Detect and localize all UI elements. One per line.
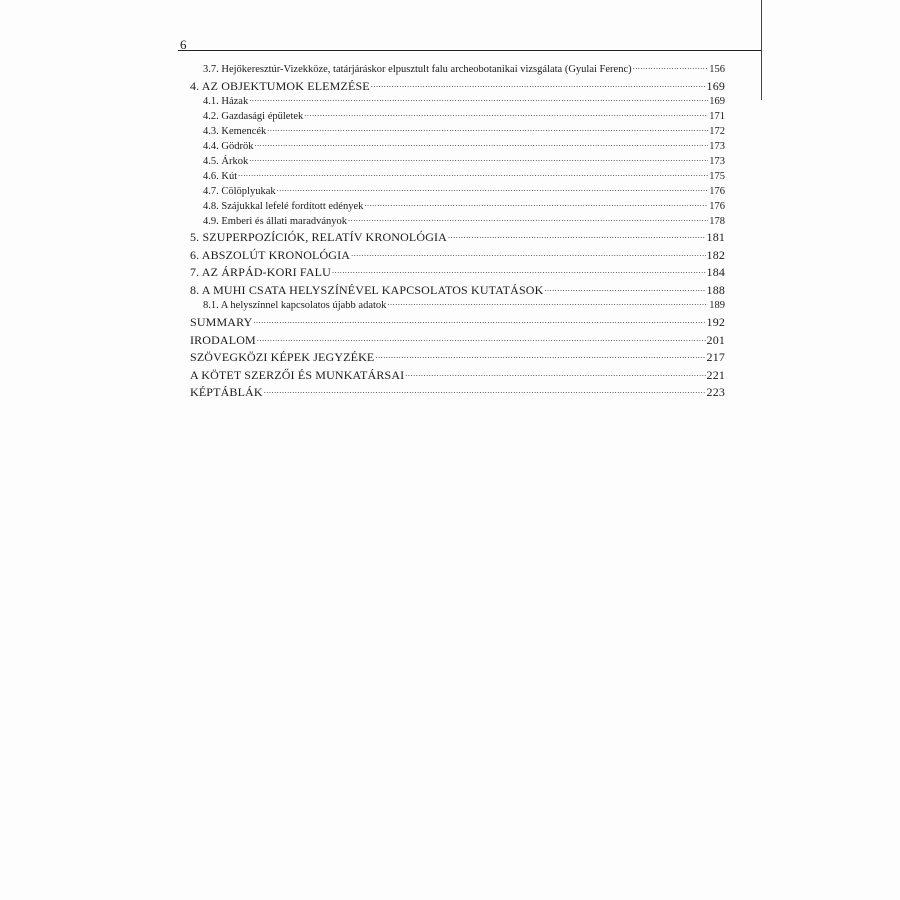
toc-entry-page: 184: [706, 265, 725, 280]
toc-dot-leader: [249, 92, 708, 107]
toc-dot-leader: [633, 60, 709, 75]
toc-entry-title: 4.9. Emberi és állati maradványok: [203, 215, 348, 227]
toc-entry-title: IRODALOM: [190, 332, 256, 347]
toc-entry-page: 182: [706, 247, 725, 262]
toc-entry-title: 8. A MUHI CSATA HELYSZÍNÉVEL KAPCSOLATOS KUTATÁSOK: [190, 282, 544, 297]
toc-dot-leader: [364, 197, 708, 212]
page-number: 6: [180, 37, 187, 52]
toc-entry-page: 192: [706, 315, 725, 330]
toc-entry-page: 156: [709, 64, 725, 75]
toc-entry-title: 4.4. Gödrök: [203, 141, 254, 153]
toc-entry-title: 4.3. Kemencék: [203, 126, 267, 138]
toc-dot-leader: [264, 381, 706, 400]
toc-entry-title: 3.7. Hejőkeresztúr-Vizekköze, tatárjáráskor elpusztult falu archeobotanikai vizsgálata (Gyulai Ferenc): [203, 64, 632, 75]
toc-entry-page: 201: [706, 332, 725, 347]
toc-dot-leader: [267, 122, 708, 137]
toc-entry-page: 173: [709, 141, 725, 153]
toc-entry-page: 176: [709, 200, 725, 212]
page-edge-line: [761, 0, 762, 100]
toc-entry-page: 181: [706, 230, 725, 245]
toc-entry-page: 189: [709, 300, 725, 312]
toc-dot-leader: [238, 167, 708, 182]
toc-entry-page: 169: [709, 96, 725, 108]
toc-entry-title: 8.1. A helyszínnel kapcsolatos újabb adatok: [203, 300, 387, 312]
toc-entry-title: A KÖTET SZERZŐI ÉS MUNKATÁRSAI: [190, 367, 405, 382]
toc-entry-title: 4. AZ OBJEKTUMOK ELEMZÉSE: [190, 78, 370, 93]
toc-entry-page: 171: [709, 111, 725, 123]
toc-entry-title: KÉPTÁBLÁK: [190, 385, 263, 400]
toc-dot-leader: [257, 329, 706, 348]
toc-entry-title: 4.8. Szájukkal lefelé fordított edények: [203, 200, 364, 212]
toc-entry-page: 221: [706, 367, 725, 382]
toc-entry-title: 4.5. Árkok: [203, 155, 249, 167]
toc-entry-page: 188: [706, 282, 725, 297]
toc-entry-page: 178: [709, 215, 725, 227]
toc-dot-leader: [405, 364, 705, 383]
toc-dot-leader: [249, 152, 708, 167]
toc-dot-leader: [371, 75, 706, 94]
toc-dot-leader: [277, 182, 709, 197]
toc-dot-leader: [254, 137, 708, 152]
toc-entry-title: 4.1. Házak: [203, 96, 249, 108]
table-of-contents: [190, 63, 725, 402]
toc-entry-title: 5. SZUPERPOZÍCIÓK, RELATÍV KRONOLÓGIA: [190, 230, 447, 245]
toc-dot-leader: [375, 346, 705, 365]
toc-dot-leader: [253, 311, 705, 330]
toc-entry-page: 169: [706, 78, 725, 93]
toc-chapter-entry: [190, 384, 725, 402]
toc-entry-title: SUMMARY: [190, 315, 253, 330]
toc-entry-title: 7. AZ ÁRPÁD-KORI FALU: [190, 265, 331, 280]
toc-entry-page: 175: [709, 170, 725, 182]
toc-dot-leader: [387, 296, 708, 311]
toc-dot-leader: [304, 107, 708, 122]
toc-entry-title: 4.2. Gazdasági épületek: [203, 111, 304, 123]
toc-entry-title: 4.7. Cölöplyukak: [203, 185, 276, 197]
toc-entry-title: 4.6. Kút: [203, 170, 238, 182]
toc-dot-leader: [348, 212, 708, 227]
toc-entry-page: 172: [709, 126, 725, 138]
toc-dot-leader: [448, 226, 706, 245]
toc-entry-page: 176: [709, 185, 725, 197]
toc-entry-page: 173: [709, 155, 725, 167]
toc-entry-title: 6. ABSZOLÚT KRONOLÓGIA: [190, 247, 351, 262]
toc-entry-page: 223: [706, 385, 725, 400]
toc-dot-leader: [332, 261, 706, 280]
toc-dot-leader: [544, 279, 705, 298]
toc-entry-title: SZÖVEGKÖZI KÉPEK JEGYZÉKE: [190, 350, 375, 365]
toc-dot-leader: [351, 244, 705, 263]
header-rule: [178, 50, 762, 51]
toc-entry-page: 217: [706, 350, 725, 365]
